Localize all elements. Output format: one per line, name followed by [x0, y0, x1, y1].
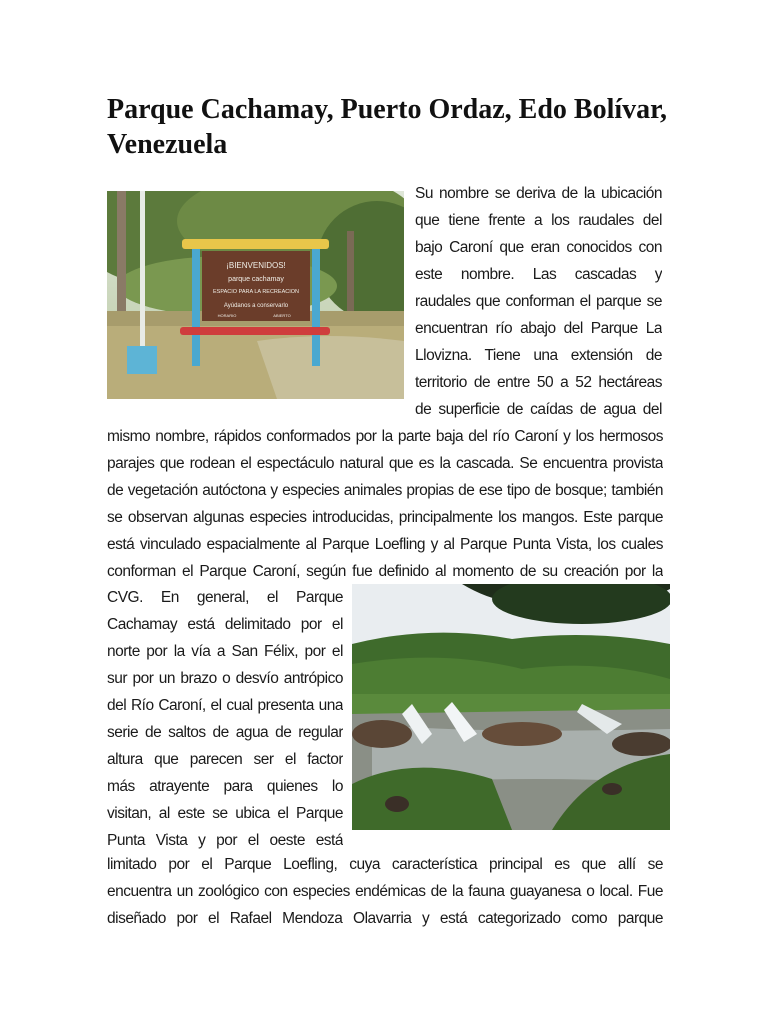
text-line: Cachamay está delimitado por el — [107, 616, 343, 633]
text-line: mismo nombre, rápidos conformados por la parte baja del río Caroní y los hermosos — [107, 428, 663, 445]
text-line: encuentra un zoológico con especies endémicas de la fauna guayanesa o local. Fue — [107, 883, 663, 900]
text-line: serie de saltos de agua de regular — [107, 724, 343, 741]
park-sign-photo — [107, 191, 404, 399]
sign-line-6: ABIERTO — [273, 313, 291, 318]
sign-line-2: parque cachamay — [228, 276, 284, 283]
text-line: CVG. En general, el Parque — [107, 589, 343, 606]
waterfall-photo — [352, 584, 670, 830]
text-line: más atrayente para quienes lo — [107, 778, 343, 795]
page-title: Parque Cachamay, Puerto Ordaz, Edo Bolívar, Venezuela — [107, 94, 667, 160]
sign-line-5: HORARIO — [217, 313, 237, 318]
text-line: este nombre. Las cascadas y — [415, 266, 662, 283]
text-line: se observan algunas especies introducidas, principalmente los mangos. Este parque — [107, 509, 663, 526]
text-line: sur por un brazo o desvío antrópico — [107, 670, 343, 687]
text-line: Punta Vista y por el oeste está — [107, 832, 343, 849]
text-line: encuentran río abajo del Parque La — [415, 320, 662, 337]
text-line: conforman el Parque Caroní, según fue definido al momento de su creación por la — [107, 563, 663, 580]
text-line: está vinculado espacialmente al Parque Loefling y al Parque Punta Vista, los cuales — [107, 536, 663, 553]
text-line: de vegetación autóctona y especies animales propias de ese tipo de bosque; también — [107, 482, 663, 499]
sign-line-4: Ayúdanos a conservarlo — [223, 303, 289, 309]
text-line: norte por la vía a San Félix, por el — [107, 643, 343, 660]
text-line: bajo Caroní que eran conocidos con — [415, 239, 662, 256]
text-line: que tiene frente a los raudales del — [415, 212, 662, 229]
text-line: territorio de entre 50 a 52 hectáreas — [415, 374, 662, 391]
text-line: diseñado por el Rafael Mendoza Olavarria y está categorizado como parque — [107, 910, 663, 927]
sign-line-3: ESPACIO PARA LA RECREACION — [213, 289, 299, 295]
text-line: parajes que rodean el espectáculo natural que es la cascada. Se encuentra provista — [107, 455, 663, 472]
text-line: altura que parecen ser el factor — [107, 751, 343, 768]
text-line: Llovizna. Tiene una extensión de — [415, 347, 662, 364]
text-line: de superficie de caídas de agua del — [415, 401, 662, 418]
text-line: visitan, al este se ubica el Parque — [107, 805, 343, 822]
text-line: Su nombre se deriva de la ubicación — [415, 185, 662, 202]
text-line: raudales que conforman el parque se — [415, 293, 662, 310]
sign-line-1: ¡BIENVENIDOS! — [226, 261, 286, 270]
text-line: del Río Caroní, el cual presenta una — [107, 697, 343, 714]
text-line: limitado por el Parque Loefling, cuya característica principal es que allí se — [107, 856, 663, 873]
